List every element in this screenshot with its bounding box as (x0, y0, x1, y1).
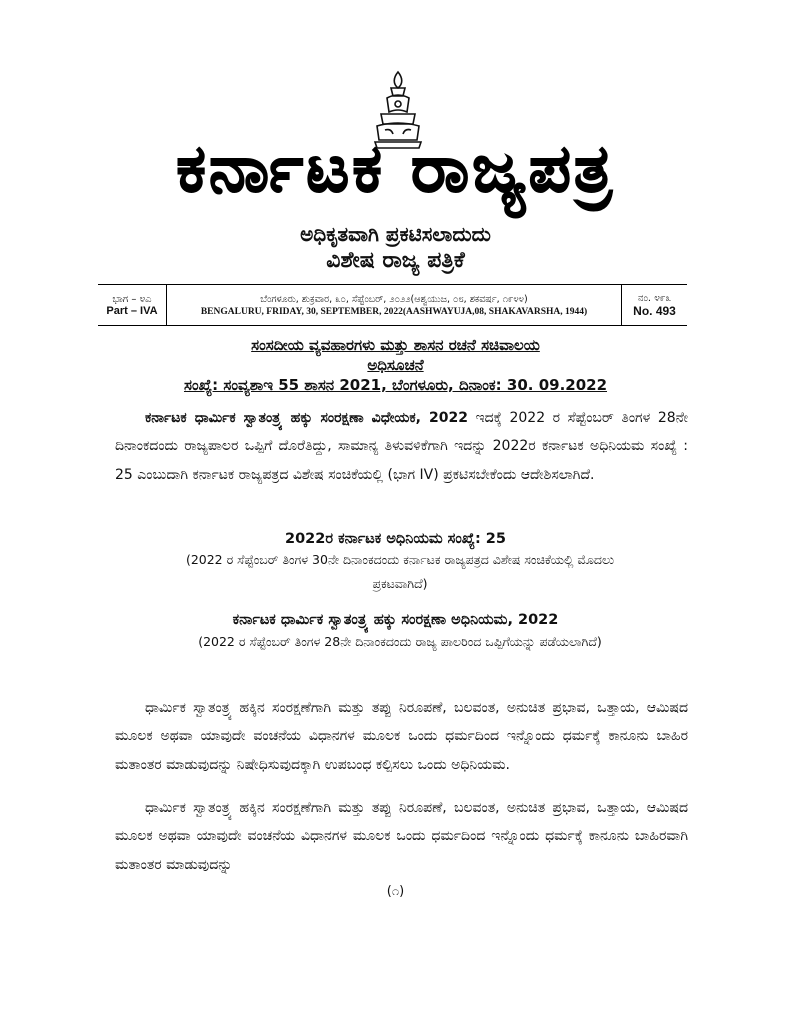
department-heading: ಸಂಸದೀಯ ವ್ಯವಹಾರಗಳು ಮತ್ತು ಶಾಸನ ರಚನೆ ಸಚಿವಾಲಯ (251, 336, 540, 354)
intro-paragraph (115, 404, 688, 489)
issue-date-kn: ಬೆಂಗಳೂರು, ಶುಕ್ರವಾರ, ೩೦, ಸೆಪ್ಟೆಂಬರ್, ೨೦೨೨(ಆಶ್ವಯುಜ, ೦೮, ಶಕವರ್ಷ, ೧೯೪೪) (260, 293, 528, 305)
part-label-en: Part – IVA (106, 304, 158, 317)
part-cell (98, 285, 167, 325)
number-cell (622, 285, 687, 325)
preamble-paragraph-1: ಧಾರ್ಮಿಕ ಸ್ವಾತಂತ್ರ್ಯ ಹಕ್ಕಿನ ಸಂರಕ್ಷಣೆಗಾಗಿ ಮತ್ತು ತಪ್ಪು ನಿರೂಪಣೆ, ಬಲವಂತ, ಅನುಚಿತ ಪ್ರಭಾವ, ಒತ್ತಾಯ, ಆಮಿಷದ ಮೂಲಕ ಅಥವಾ ಯಾವುದೇ ವಂಚನೆಯ ವಿಧಾನಗಳ ಮೂಲಕ ಒಂದು ಧರ್ಮದಿಂದ ಇನ್ನೊಂದು ಧರ್ಮಕ್ಕೆ ಕಾನೂನು ಬಾಹಿರ ಮತಾಂತರ ಮಾಡುವುದನ್ನು ನಿಷೇಧಿಸುವುದಕ್ಕಾಗಿ ಉಪಬಂಧ ಕಲ್ಪಿಸಲು ಒಂದು ಅಧಿನಿಯಮ. (115, 700, 688, 773)
notification-reference: ಸಂಖ್ಯೆ: ಸಂವ್ಯಶಾಇ 55 ಶಾಸನ 2021, ಬೆಂಗಳೂರು, ದಿನಾಂಕ: 30. 09.2022 (183, 376, 608, 394)
date-cell (167, 285, 622, 325)
issue-number-kn: ನಂ. ೪೯೩ (637, 292, 672, 304)
act-number-title: 2022ರ ಕರ್ನಾಟಕ ಅಧಿನಿಯಮ ಸಂಖ್ಯೆ: 25 (285, 531, 506, 547)
issue-info-bar (98, 284, 687, 326)
part-label-kn: ಭಾಗ – ೪ಎ (112, 293, 152, 305)
notification-heading: ಅಧಿಸೂಚನೆ (367, 356, 424, 374)
preamble-paragraph-2: ಧಾರ್ಮಿಕ ಸ್ವಾತಂತ್ರ್ಯ ಹಕ್ಕಿನ ಸಂರಕ್ಷಣೆಗಾಗಿ ಮತ್ತು ತಪ್ಪು ನಿರೂಪಣೆ, ಬಲವಂತ, ಅನುಚಿತ ಪ್ರಭಾವ, ಒತ್ತಾಯ, ಆಮಿಷದ ಮೂಲಕ ಅಥವಾ ಯಾವುದೇ ವಂಚನೆಯ ವಿಧಾನಗಳ ಮೂಲಕ ಒಂದು ಧರ್ಮದಿಂದ ಇನ್ನೊಂದು ಧರ್ಮಕ್ಕೆ ಕಾನೂನು ಬಾಹಿರವಾಗಿ ಮತಾಂತರ ಮಾಡುವುದನ್ನು (115, 800, 688, 873)
intro-text: ಇದಕ್ಕೆ 2022 ರ ಸೆಪ್ಟೆಂಬರ್ ತಿಂಗಳ 28ನೇ ದಿನಾಂಕದಂದು ರಾಜ್ಯಪಾಲರ ಒಪ್ಪಿಗೆ ದೊರೆತಿದ್ದು, ಸಾಮಾನ್ಯ ತಿಳುವಳಿಕೆಗಾಗಿ ಇದನ್ನು 2022ರ ಕರ್ನಾಟಕ ಅಧಿನಿಯಮ ಸಂಖ್ಯೆ : 25 ಎಂಬುದಾಗಿ ಕರ್ನಾಟಕ ರಾಜ್ಯಪತ್ರದ ವಿಶೇಷ ಸಂಚಿಕೆಯಲ್ಲಿ (ಭಾಗ IV) ಪ್ರಕಟಿಸಬೇಕೆಂದು ಆದೇಶಿಸಲಾಗಿದೆ. (115, 410, 689, 483)
gazette-subtitle-official: ಅಧಿಕೃತವಾಗಿ ಪ್ರಕಟಿಸಲಾದುದು (300, 222, 491, 246)
gazette-masthead-title: ಕರ್ನಾಟಕ ರಾಜ್ಯಪತ್ರ (176, 130, 615, 207)
act-title: ಕರ್ನಾಟಕ ಧಾರ್ಮಿಕ ಸ್ವಾತಂತ್ರ್ಯ ಹಕ್ಕು ಸಂರಕ್ಷಣಾ ಅಧಿನಿಯಮ, 2022 (232, 612, 559, 628)
act-number-note: (2022 ರ ಸೆಪ್ಟೆಂಬರ್ ತಿಂಗಳ 30ನೇ ದಿನಾಂಕದಂದು ಕರ್ನಾಟಕ ರಾಜ್ಯಪತ್ರದ ವಿಶೇಷ ಸಂಚಿಕೆಯಲ್ಲಿ ಮೊದಲು ಪ್ರಕಟವಾಗಿದೆ) (185, 552, 615, 591)
bill-name: ಕರ್ನಾಟಕ ಧಾರ್ಮಿಕ ಸ್ವಾತಂತ್ರ್ಯ ಹಕ್ಕು ಸಂರಕ್ಷಣಾ ವಿಧೇಯಕ, 2022 (145, 410, 468, 426)
issue-date-en: BENGALURU, FRIDAY, 30, SEPTEMBER, 2022(AASHWAYUJA,08, SHAKAVARSHA, 1944) (200, 306, 588, 317)
act-title-note: (2022 ರ ಸೆಪ್ಟೆಂಬರ್ ತಿಂಗಳ 28ನೇ ದಿನಾಂಕದಂದು ರಾಜ್ಯ ಪಾಲರಿಂದ ಒಪ್ಪಿಗೆಯನ್ನು ಪಡೆಯಲಾಗಿದೆ) (198, 634, 602, 649)
gazette-subtitle-special: ವಿಶೇಷ ರಾಜ್ಯ ಪತ್ರಿಕೆ (326, 248, 465, 273)
issue-number-en: No. 493 (633, 303, 676, 318)
page-number: (೧) (386, 884, 405, 899)
